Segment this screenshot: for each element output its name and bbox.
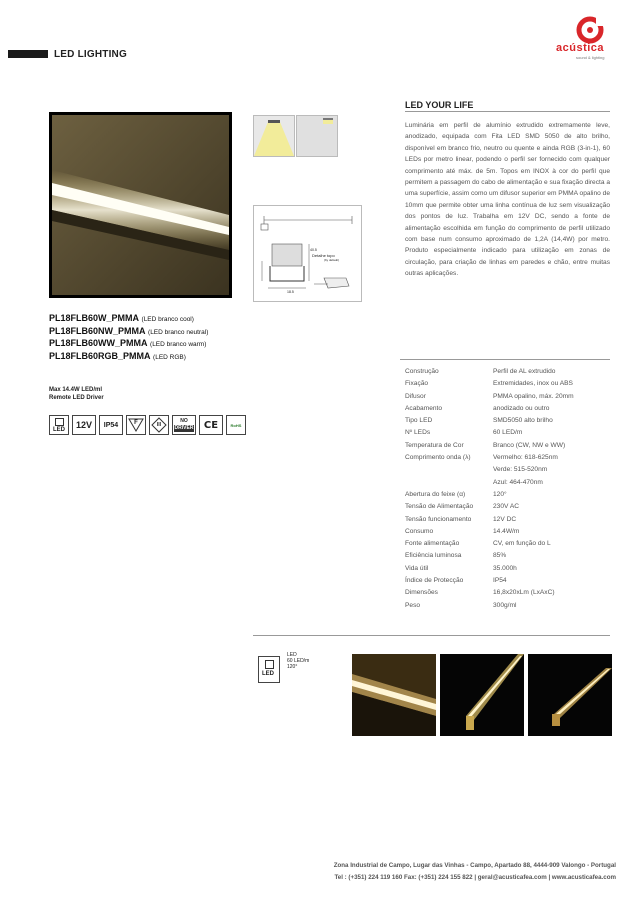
spec-value: CV, em função do L: [493, 540, 551, 548]
spec-row: [405, 514, 574, 526]
spec-value: 16,8x20xLm (LxAxC): [493, 589, 555, 597]
ip54-icon: IP54: [99, 415, 123, 435]
spec-row: [405, 366, 574, 378]
spec-label: Tensão de Alimentação: [405, 503, 474, 511]
footer-address: Zona Industrial de Campo, Lugar das Vinhas - Campo, Apartado 88, 4444-909 Valongo - Portugal: [333, 862, 616, 869]
footer-contacts: Tel : (+351) 224 119 160 Fax: (+351) 224 155 822 | geral@acusticafea.com | www.acusticafea.com: [334, 874, 616, 881]
spec-row: [405, 501, 574, 513]
spec-row: [405, 526, 574, 538]
spec-label: Construção: [405, 368, 439, 375]
technical-drawing: [253, 205, 362, 302]
spec-value: 35.000h: [493, 564, 517, 572]
spec-label: Difusor: [405, 392, 426, 400]
drawing-dim-2: 40.5: [310, 248, 317, 252]
spec-row: [405, 452, 574, 489]
spec-label: Fixação: [405, 380, 429, 388]
spec-row: [405, 563, 574, 575]
spec-row: [405, 427, 574, 439]
spec-label: Vida útil: [405, 564, 429, 572]
spec-row: [405, 403, 574, 415]
spec-value: anodizado ou outro: [493, 404, 550, 412]
no-driver-icon: NO DRIVER: [172, 415, 196, 435]
drawing-detail-label: Detalhe topo: [312, 253, 335, 258]
spec-label: Consumo: [405, 527, 434, 535]
spec-label: Tipo LED: [405, 417, 433, 425]
spec-row: [405, 587, 574, 599]
class-iii-icon: III: [149, 415, 169, 435]
spec-row: [405, 415, 574, 427]
spec-label: Acabamento: [405, 404, 443, 412]
section-title: LED YOUR LIFE: [405, 100, 474, 110]
spec-value: SMD5050 alto brilho: [493, 417, 553, 425]
spec-value: 85%: [493, 552, 507, 560]
application-photo-1: [352, 654, 436, 736]
spec-value: 120°: [493, 490, 507, 498]
spec-value: IP54: [493, 577, 507, 585]
spec-row: [405, 538, 574, 550]
spec-value: Extremidades, inox ou ABS: [493, 380, 573, 388]
spec-value: Perfil de AL extrudido: [493, 368, 556, 375]
spec-row: [405, 600, 574, 612]
spec-label: Fonte alimentação: [405, 540, 460, 548]
company-footer: [334, 860, 616, 884]
product-photo: [49, 112, 232, 298]
spec-value: 12V DC: [493, 515, 517, 523]
spec-value: PMMA opalino, máx. 20mm: [493, 392, 574, 400]
drawing-detail-sub: (by default): [324, 258, 340, 262]
spec-label: Comprimento onda (λ): [405, 454, 471, 462]
spec-value: Vermelho: 618-625nm Verde: 515-520nm Azul: 464-470nm: [493, 454, 558, 486]
application-photo-3: [528, 654, 612, 736]
product-code-row: PL18FLB60W_PMMA (LED branco cool): [49, 313, 194, 323]
max-power-info: Max 14.4W LED/ml Remote LED Driver: [49, 387, 104, 401]
spec-value: 300g/ml: [493, 601, 517, 609]
application-photo-2: [440, 654, 524, 736]
rohs-icon: RoHS: [226, 415, 246, 435]
spec-row: [405, 550, 574, 562]
f-mark-icon: F: [126, 415, 146, 435]
12v-icon: 12V: [72, 415, 96, 435]
logo-wordmark: acústica: [556, 42, 605, 54]
spec-row: [405, 489, 574, 501]
product-code-row: PL18FLB60RGB_PMMA (LED RGB): [49, 350, 186, 361]
spec-label: Índice de Protecção: [405, 577, 464, 585]
spec-label: Tensão funcionamento: [405, 515, 472, 523]
spec-label: Peso: [405, 601, 421, 609]
drawing-dim-1: 18.5: [287, 290, 294, 294]
product-code-row: PL18FLB60NW_PMMA (LED branco neutral): [49, 325, 209, 336]
spec-value: 14.4W/m: [493, 527, 520, 535]
header-bar: [8, 50, 48, 58]
product-description: Luminária em perfil de alumínio extrudido extremamente leve, anodizado, equipada com Fita LED SMD 5050 de alto brilho, disponível em branco frio, neutro ou quente e ainda RGB (3-in-1), 60 LEDs por metro linear, podendo o perfil ser fornecido com qualquer comprimento até máx. de 5m. Topos em INOX à cor do perfil que permitem a passagem do cabo de alimentação e sua fixação directa a uma superfície, assim como um difusor superior em PMMA opalino de 10mm que permite obter uma linha contínua de luz sem visualização dos pontos de luz. Trabalha em 12V DC, sendo a fonte de alimentação escolhida em função do comprimento de perfil utilizado com base num consumo aproximado de 1,2A (14,4W) por metro. Produto especialmente indicado para utilização em zonas de circulação, para criação de linhas em paredes e chão, entre muitas outras aplicações.: [405, 122, 610, 278]
spec-value: Branco (CW, NW e WW): [493, 441, 566, 449]
specs-divider: [400, 359, 610, 360]
spec-label: Abertura do feixe (α): [405, 490, 466, 498]
spec-label: Dimensões: [405, 589, 438, 597]
spec-label: Nº LEDs: [405, 429, 431, 437]
spec-label: Temperatura de Cor: [405, 441, 464, 449]
spec-row: [405, 575, 574, 587]
spec-value: 60 LED/m: [493, 429, 523, 437]
spec-value: 230V AC: [493, 503, 520, 511]
led-spec-text: LED 60 LED/m 120°: [287, 652, 310, 670]
spec-row: [405, 391, 574, 403]
spec-row: [405, 440, 574, 452]
specifications-table: [405, 366, 574, 612]
spec-row: [405, 378, 574, 390]
bottom-divider: [253, 635, 610, 636]
page-category-title: LED LIGHTING: [54, 49, 127, 60]
section-divider: [405, 111, 610, 112]
product-code-row: PL18FLB60WW_PMMA (LED branco warm): [49, 338, 207, 348]
beam-thumbnail-2: [296, 115, 338, 157]
product-codes: [49, 313, 208, 363]
ce-icon: CE: [199, 415, 223, 435]
beam-thumbnail-1: [253, 115, 295, 157]
spec-label: Eficiência luminosa: [405, 552, 462, 560]
certification-icons: [49, 415, 246, 435]
led-icon: LED: [49, 415, 69, 435]
acustica-logo-icon: [566, 16, 606, 44]
led-spec-icon: LED: [258, 656, 280, 683]
logo-tagline: sound & lighting: [576, 55, 605, 60]
